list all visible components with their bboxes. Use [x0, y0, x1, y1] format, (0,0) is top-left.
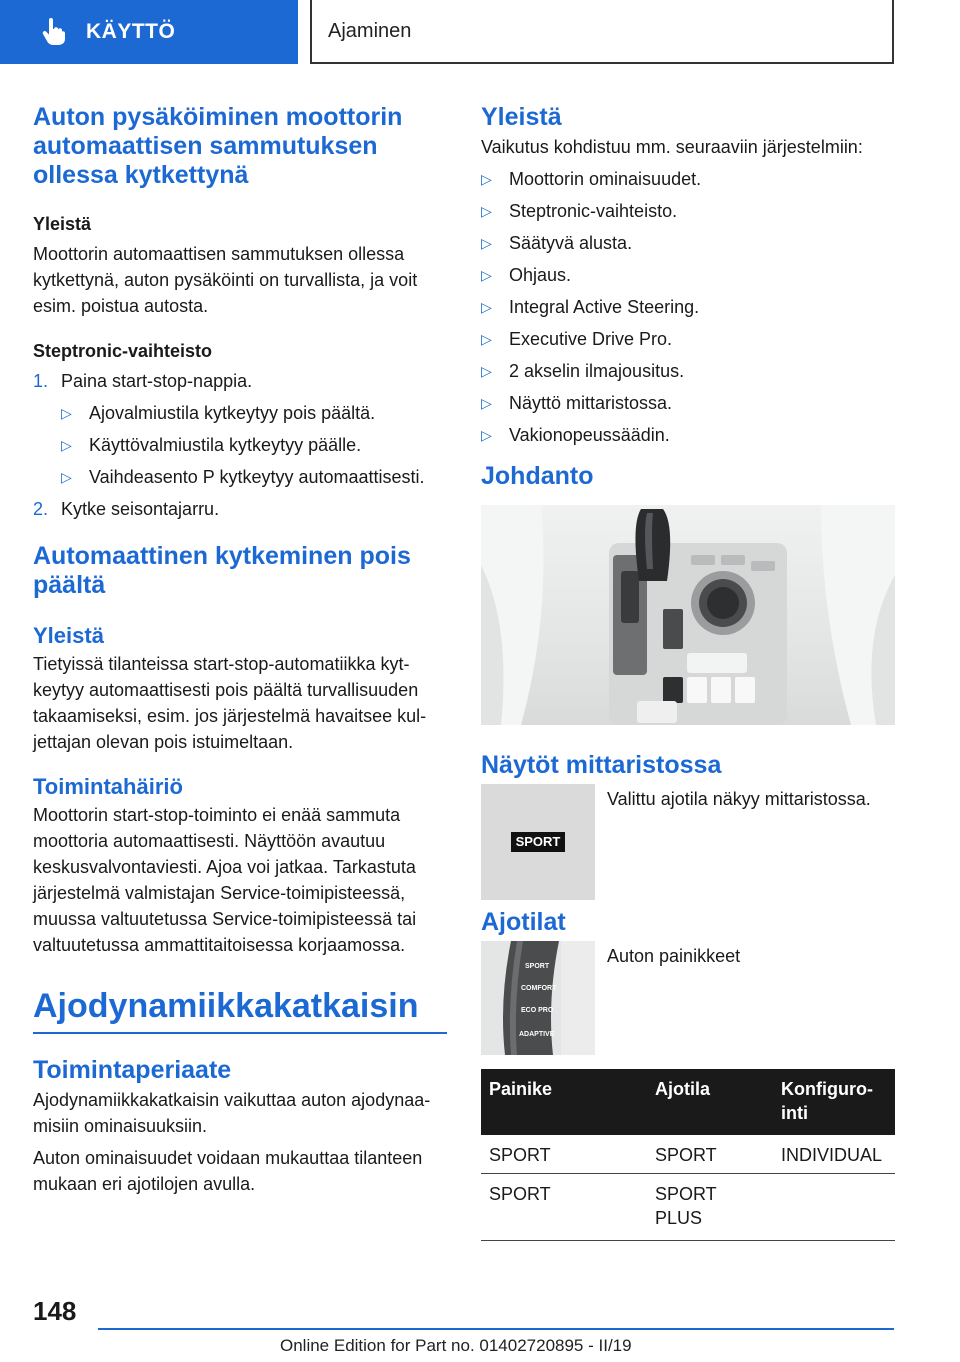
left-column	[33, 100, 447, 1197]
step-number: 1.	[33, 371, 49, 391]
step-text: Paina start-stop-nappia.	[61, 371, 253, 391]
chapter-tab[interactable]	[0, 0, 298, 64]
table-header: Painike	[481, 1069, 647, 1135]
table-cell: SPORT	[647, 1135, 773, 1174]
triangle-bullet-icon: ▷	[481, 395, 492, 411]
triangle-bullet-icon: ▷	[481, 171, 492, 187]
table-row	[481, 1174, 895, 1241]
triangle-bullet-icon: ▷	[481, 363, 492, 379]
heading-general-2: Yleistä	[33, 623, 104, 648]
substep-text: Käyttövalmiustila kytkeytyy päälle.	[89, 435, 362, 455]
triangle-bullet-icon: ▷	[481, 331, 492, 347]
principle-text-1: Ajodynamiikkakatkaisin vaikuttaa auton ajodynaamisiin ominaisuuksiin.	[33, 1090, 431, 1136]
malfunction-text: Moottorin start-stop-toiminto ei enää sammuta moottoria automaattisesti. Näyttöön avautuu keskusvalvontaviesti. Ajoa voi jatkaa. Tarkastuta järjestelmä valmistajan Service-toimipisteessä, muussa valtuutetussa Service-toimipisteessä tai valtuutetussa ammattitaitoisessa korjaamossa.	[33, 805, 417, 955]
heading-general: Yleistä	[33, 214, 92, 234]
footer-rule	[98, 1328, 894, 1330]
table-header: Ajotila	[647, 1069, 773, 1135]
system-item	[481, 262, 895, 288]
substep-text: Vaihdeasento P kytkeytyy automaattisesti.	[89, 467, 425, 487]
system-item	[481, 326, 895, 352]
substep-item	[33, 432, 447, 458]
right-column	[481, 100, 895, 1241]
system-text: Executive Drive Pro.	[509, 329, 673, 349]
substep-item	[33, 464, 447, 490]
triangle-bullet-icon: ▷	[481, 427, 492, 443]
triangle-bullet-icon: ▷	[481, 235, 492, 251]
table-header-row	[481, 1069, 895, 1135]
table-cell: SPORT	[481, 1174, 647, 1241]
table-row	[481, 1135, 895, 1174]
heading-parking: Auton pysäköiminen moottorin automaattisen sammutuksen ollessa kytkettynä	[33, 103, 403, 189]
heading-displays: Näytöt mittaristossa	[481, 751, 722, 779]
heading-underline	[33, 1032, 447, 1034]
section-tab[interactable]	[310, 0, 894, 64]
system-item	[481, 294, 895, 320]
table-cell: SPORT	[481, 1135, 647, 1174]
table-cell	[773, 1174, 895, 1241]
system-text: Näyttö mittaristossa.	[509, 393, 673, 413]
table-cell: INDIVIDUAL	[773, 1135, 895, 1174]
system-item	[481, 198, 895, 224]
page-number: 148	[33, 1296, 77, 1326]
system-text: Moottorin ominaisuudet.	[509, 169, 702, 189]
system-text: Steptronic-vaihteisto.	[509, 201, 678, 221]
system-text: Vakionopeussäädin.	[509, 425, 670, 445]
mode-button-label: ADAPTIVE	[519, 1031, 555, 1038]
general2-text: Tietyissä tilanteissa start-stop-automatiikka kytkeytyy automaattisesti pois päältä turvallisuuden takaamiseksi, esim. jos järjestelmä havaitsee kuljettajan olevan pois istuimeltaan.	[33, 654, 427, 752]
system-item	[481, 358, 895, 384]
heading-introduction: Johdanto	[481, 462, 594, 490]
center-console-photo	[481, 505, 895, 725]
systems-list	[481, 166, 895, 448]
heading-principle: Toimintaperiaate	[33, 1056, 232, 1084]
triangle-bullet-icon: ▷	[481, 299, 492, 315]
triangle-bullet-icon: ▷	[61, 469, 72, 485]
mode-button-label: SPORT	[525, 963, 550, 970]
triangle-bullet-icon: ▷	[481, 267, 492, 283]
page-header	[0, 0, 960, 66]
system-text: 2 akselin ilmajousitus.	[509, 361, 685, 381]
modes-table	[481, 1069, 895, 1241]
heading-driving-dynamics-switch: Ajodynamiikkakatkaisin	[33, 987, 419, 1025]
center-console-illustration	[481, 505, 895, 725]
heading-malfunction: Toimintahäiriö	[33, 774, 183, 799]
mode-button-label: COMFORT	[521, 985, 557, 992]
heading-auto-off: Automaattinen kytkeminen pois päältä	[33, 542, 411, 599]
chapter-label: KÄYTTÖ	[86, 20, 176, 43]
modes-text: Auton painikkeet	[607, 946, 741, 966]
system-item	[481, 230, 895, 256]
system-text: Säätyvä alusta.	[509, 233, 633, 253]
general-text: Moottorin automaattisen sammutuksen ollessa kytkettynä, auton pysäköinti on turvallista, ja voit esim. poistua autosta.	[33, 244, 418, 316]
section-label: Ajaminen	[328, 19, 412, 42]
heading-modes: Ajotilat	[481, 908, 566, 936]
systems-intro: Vaikutus kohdistuu mm. seuraaviin järjestelmiin:	[481, 137, 863, 157]
system-text: Ohjaus.	[509, 265, 572, 285]
system-item	[481, 422, 895, 448]
triangle-bullet-icon: ▷	[61, 405, 72, 421]
cluster-display-image	[481, 784, 595, 900]
triangle-bullet-icon: ▷	[481, 203, 492, 219]
substep-item	[33, 400, 447, 426]
triangle-bullet-icon: ▷	[61, 437, 72, 453]
table-cell: SPORT PLUS	[647, 1174, 773, 1241]
edition-text: Online Edition for Part no. 01402720895 - II/19	[280, 1336, 632, 1355]
step-text: Kytke seisontajarru.	[61, 499, 220, 519]
substep-text: Ajovalmiustila kytkeytyy pois päältä.	[89, 403, 376, 423]
mode-buttons-image	[481, 941, 595, 1055]
system-text: Integral Active Steering.	[509, 297, 700, 317]
sport-badge: SPORT	[515, 834, 561, 849]
step-number: 2.	[33, 499, 49, 519]
principle-text-2: Auton ominaisuudet voidaan mukauttaa tilanteen mukaan eri ajotilojen avulla.	[33, 1148, 423, 1194]
heading-general-right: Yleistä	[481, 103, 562, 131]
displays-text: Valittu ajotila näkyy mittaristossa.	[607, 789, 871, 809]
mode-button-label: ECO PRO	[521, 1007, 554, 1014]
hand-pointer-icon	[38, 17, 68, 47]
heading-steptronic: Steptronic-vaihteisto	[33, 341, 213, 361]
step-item	[33, 368, 447, 394]
displays-row	[481, 784, 895, 900]
steptronic-steps	[33, 368, 447, 522]
modes-row	[481, 941, 895, 1055]
system-item	[481, 390, 895, 416]
table-header: Konfigurointi	[773, 1069, 895, 1135]
step-item	[33, 496, 447, 522]
system-item	[481, 166, 895, 192]
